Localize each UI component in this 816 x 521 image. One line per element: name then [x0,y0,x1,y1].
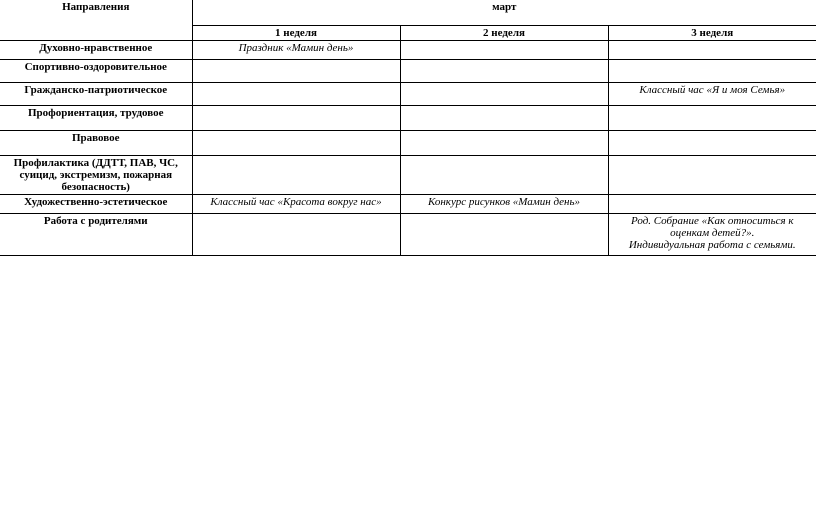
week1-cell [192,155,400,194]
table-row [0,155,816,194]
direction-cell: Художественно-эстетическое [0,194,192,213]
week2-cell [400,213,608,255]
header-row-month [0,0,816,25]
table-row [0,40,816,59]
direction-cell: Спортивно-оздоровительное [0,59,192,82]
week2-cell [400,105,608,130]
week1-cell [192,213,400,255]
week1-cell: Классный час «Красота вокруг нас» [192,194,400,213]
week3-cell [608,105,816,130]
plan-table [0,0,816,256]
week2-cell [400,130,608,155]
week1-cell [192,82,400,105]
week1-cell [192,59,400,82]
header-directions: Направления [0,0,192,40]
week2-cell: Конкурс рисунков «Мамин день» [400,194,608,213]
week1-cell [192,105,400,130]
direction-cell: Профориентация, трудовое [0,105,192,130]
week3-cell: Род. Собрание «Как относиться к оценкам детей?». Индивидуальная работа с семьями. [608,213,816,255]
week3-cell: Классный час «Я и моя Семья» [608,82,816,105]
header-week-1: 1 неделя [192,25,400,40]
header-week-2: 2 неделя [400,25,608,40]
week3-cell [608,59,816,82]
week2-cell [400,82,608,105]
table-row [0,59,816,82]
week1-cell: Праздник «Мамин день» [192,40,400,59]
header-week-3: 3 неделя [608,25,816,40]
week1-cell [192,130,400,155]
week3-cell [608,194,816,213]
week2-cell [400,40,608,59]
direction-cell: Гражданско-патриотическое [0,82,192,105]
table-row [0,130,816,155]
week2-cell [400,155,608,194]
table-row [0,105,816,130]
table-row [0,213,816,255]
direction-cell: Правовое [0,130,192,155]
week2-cell [400,59,608,82]
direction-cell: Духовно-нравственное [0,40,192,59]
header-month: март [192,0,816,25]
week3-cell [608,40,816,59]
direction-cell: Работа с родителями [0,213,192,255]
week3-cell [608,155,816,194]
table-row [0,194,816,213]
week3-cell [608,130,816,155]
direction-cell: Профилактика (ДДТТ, ПАВ, ЧС, суицид, экстремизм, пожарная безопасность) [0,155,192,194]
table-row [0,82,816,105]
